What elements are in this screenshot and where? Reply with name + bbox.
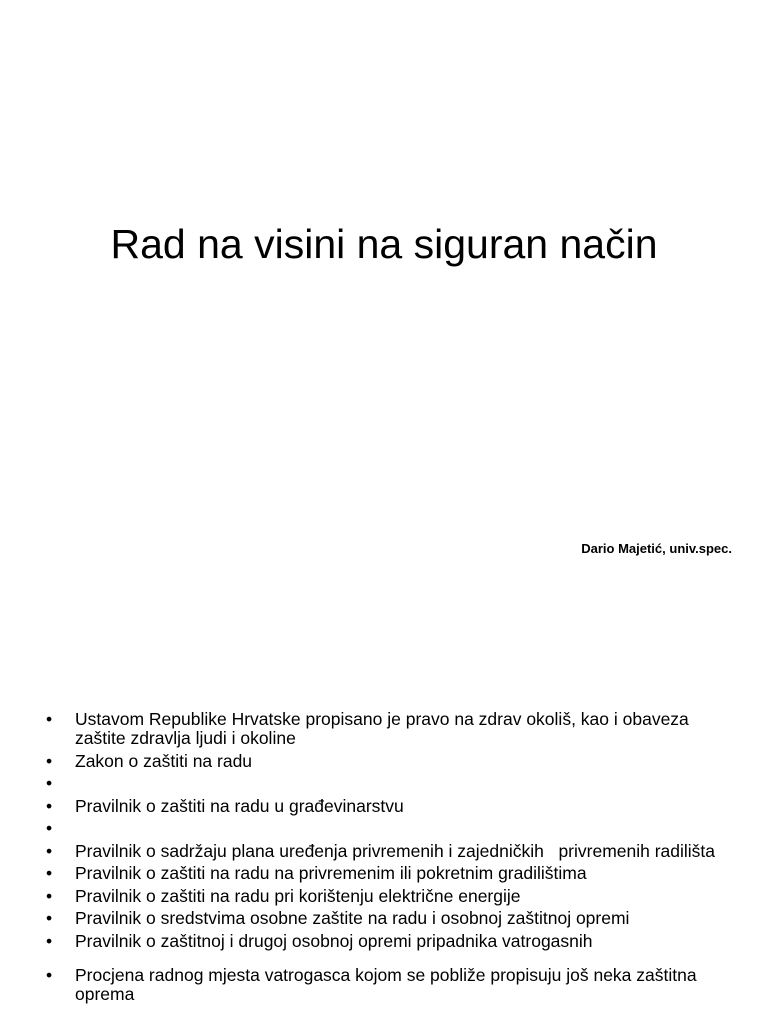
bullet-icon: • [46, 709, 53, 729]
bullet-text: Pravilnik o zaštitnoj i drugoj osobnoj opremi pripadnika vatrogasnih [75, 930, 593, 951]
bullet-icon: • [46, 930, 53, 951]
bullet-text: Ustavom Republike Hrvatske propisano je pravo na zdrav okoliš, kao i obaveza zaštite zdravlja ljudi i okoline [75, 709, 694, 748]
bullet-list [46, 710, 726, 1007]
list-item [46, 710, 726, 748]
bullet-icon: • [46, 885, 53, 906]
content-slide [0, 576, 768, 1024]
bullet-icon: • [46, 840, 53, 861]
bullet-icon: • [46, 795, 53, 816]
list-item [46, 864, 726, 883]
list-item [46, 797, 726, 816]
bullet-icon: • [46, 750, 53, 771]
bullet-text: Pravilnik o sadržaju plana uređenja privremenih i zajedničkih privremenih radilišta [75, 840, 716, 861]
bullet-icon: • [46, 773, 53, 793]
bullet-icon: • [46, 964, 53, 985]
bullet-icon: • [46, 818, 53, 838]
slide-title: Rad na visini na siguran način [110, 221, 658, 267]
list-item [46, 774, 726, 793]
bullet-text: Procjena radnog mjesta vatrogasca kojom se pobliže propisuju još neka zaštitna oprema [75, 964, 702, 1004]
list-item [46, 887, 726, 906]
bullet-text: Zakon o zaštiti na radu [75, 750, 253, 771]
bullet-text: Pravilnik o zaštiti na radu na privremenim ili pokretnim gradilištima [75, 863, 587, 883]
list-item [46, 909, 726, 928]
bullet-icon: • [46, 908, 53, 928]
list-item [46, 966, 726, 1004]
list-item [46, 819, 726, 838]
bullet-text: Pravilnik o sredstvima osobne zaštite na radu i osobnoj zaštitnoj opremi [75, 908, 630, 928]
author-name: Dario Majetić, univ.spec. [581, 541, 732, 556]
bullet-text: Pravilnik o zaštiti na radu pri korištenju električne energije [75, 885, 521, 906]
list-item [46, 932, 726, 951]
list-item [46, 842, 726, 861]
bullet-text: Pravilnik o zaštiti na radu u građevinarstvu [75, 795, 404, 816]
list-item [46, 752, 726, 771]
bullet-icon: • [46, 863, 53, 883]
